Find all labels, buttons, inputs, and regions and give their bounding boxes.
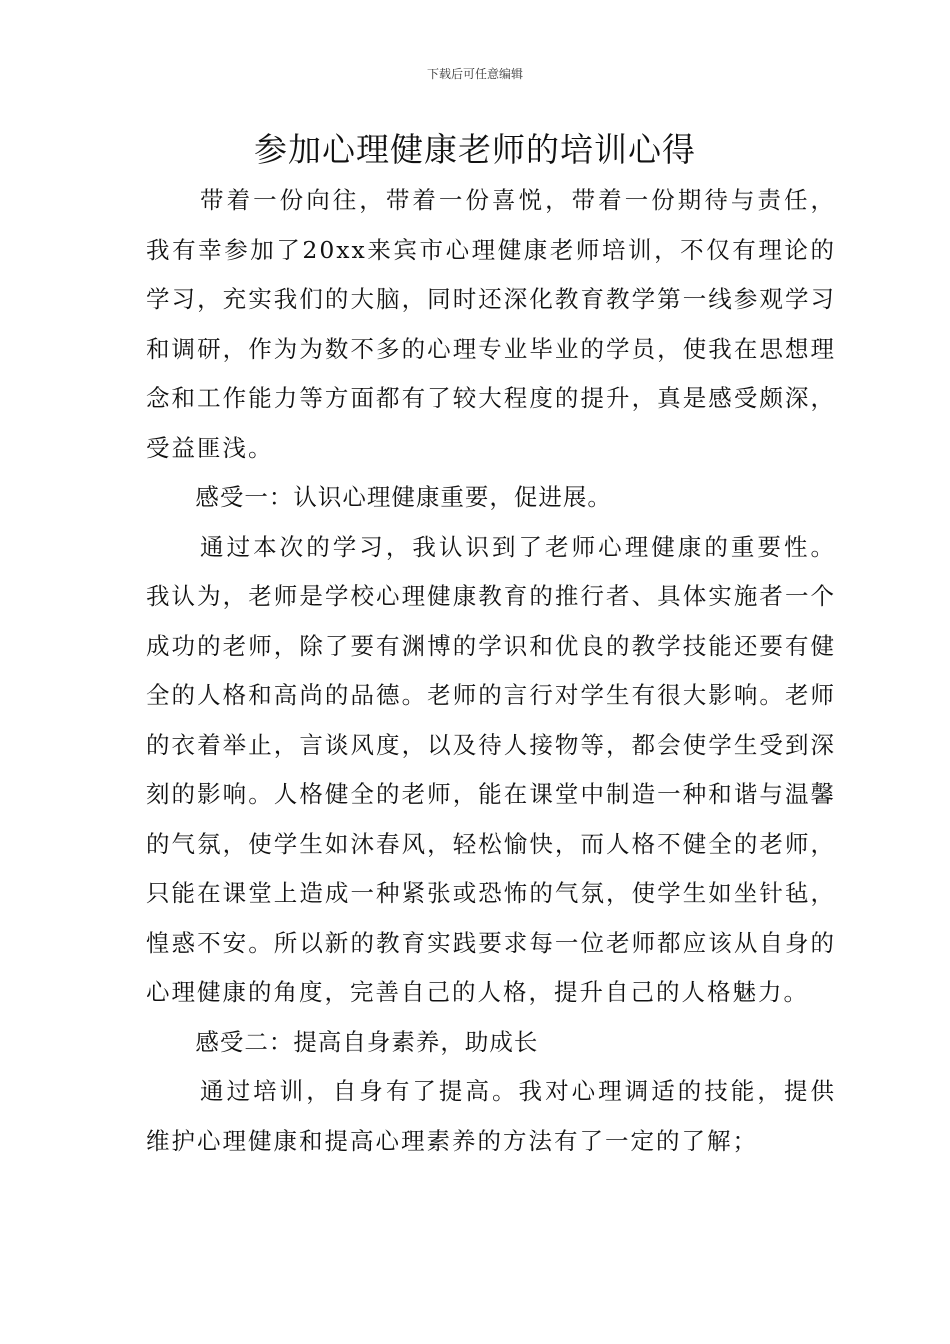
paragraph-intro: 带着一份向往，带着一份喜悦，带着一份期待与责任，我有幸参加了20xx来宾市心理健康老师培训，不仅有理论的学习，充实我们的大脑，同时还深化教育教学第一线参观学习和调研，作为为数不多的心理专业毕业的学员，使我在思想理念和工作能力等方面都有了较大程度的提升，真是感受颇深，受益匪浅。 bbox=[146, 186, 836, 462]
document-body bbox=[146, 176, 836, 1166]
page-header-note: 下载后可任意编辑 bbox=[426, 67, 523, 81]
paragraph-section-1: 通过本次的学习，我认识到了老师心理健康的重要性。我认为，老师是学校心理健康教育的推行者、具体实施者一个成功的老师，除了要有渊博的学识和优良的教学技能还要有健全的人格和高尚的品德。老师的言行对学生有很大影响。老师的衣着举止，言谈风度，以及待人接物等，都会使学生受到深刻的影响。人格健全的老师，能在课堂中制造一种和谐与温馨的气氛，使学生如沐春风，轻松愉快，而人格不健全的老师，只能在课堂上造成一种紧张或恐怖的气氛，使学生如坐针毡，惶惑不安。所以新的教育实践要求每一位老师都应该从自身的心理健康的角度，完善自己的人格，提升自己的人格魅力。 bbox=[146, 532, 836, 1006]
document-title: 参加心理健康老师的培训心得 bbox=[254, 130, 696, 169]
section-heading-1: 感受一：认识心理健康重要，促进展。 bbox=[195, 483, 612, 511]
paragraph-section-2: 通过培训，自身有了提高。我对心理调适的技能，提供维护心理健康和提高心理素养的方法有了一定的了解； bbox=[146, 1077, 836, 1155]
section-heading-2: 感受二：提高自身素养，助成长 bbox=[195, 1027, 539, 1056]
